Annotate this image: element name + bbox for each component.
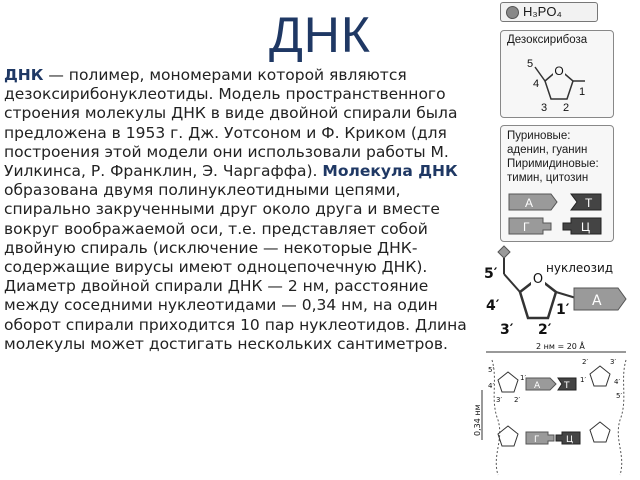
sugar-c3: 3 bbox=[541, 102, 548, 114]
phosphate-legend bbox=[500, 2, 598, 22]
nucleoside-diagram bbox=[480, 244, 640, 340]
svg-text:1′: 1′ bbox=[580, 376, 587, 384]
c2-label: 2′ bbox=[538, 322, 552, 338]
page-title: ДНК bbox=[268, 7, 372, 63]
base-g-label: Г bbox=[523, 220, 530, 234]
structure-text: образована двумя полинуклеотидными цепями, спирально закрученными друг около друга и вместе вокруг воображаемой оси, т.е. представляет собой двойную спираль (исключение — некоторые ДНК-содержащие вирусы имеют одноцепочечную ДНК). Диаметр двойной спирали ДНК — 2 нм, расстояние между соседними нуклеотидами — 0,34 нм, на один оборот спирали приходится 10 пар нуклеотидов. Длина молекулы может достигать нескольких сантиметров. bbox=[4, 181, 467, 353]
base-c-label: Ц bbox=[581, 220, 590, 234]
base-t-label: Т bbox=[585, 196, 593, 210]
svg-text:4′: 4′ bbox=[488, 382, 495, 390]
svg-text:3′: 3′ bbox=[496, 396, 503, 404]
base-a-label: А bbox=[525, 196, 534, 210]
term-dna-molecule: Молекула ДНК bbox=[322, 162, 458, 181]
purines-heading: Пуриновые: bbox=[507, 130, 571, 142]
purines-list: аденин, гуанин bbox=[507, 144, 588, 156]
svg-text:2′: 2′ bbox=[582, 358, 589, 366]
svg-text:5′: 5′ bbox=[616, 392, 623, 400]
svg-text:4′: 4′ bbox=[614, 378, 621, 386]
diameter-label: 2 нм = 20 Å bbox=[536, 342, 585, 351]
svg-text:3′: 3′ bbox=[610, 358, 617, 366]
definition-text: — полимер, мономерами которой являются дезоксирибонуклеотиды. Модель пространственного строения молекулы ДНК в виде двойной спирали была предложена в 1953 г. Дж. Уотсоном и Ф. Криком (для построения этой модели они использовали работы М. Уилкинса, Р. Франклин, Э. Чаргаффа). bbox=[4, 66, 458, 181]
deoxyribose-ring-icon bbox=[501, 31, 613, 117]
nucleoside-o: O bbox=[532, 272, 544, 287]
nucleoside-label: нуклеозид bbox=[546, 261, 614, 275]
pair2-right: Ц bbox=[566, 435, 573, 445]
c4-label: 4′ bbox=[486, 298, 500, 314]
pitch-label: 0,34 нм bbox=[473, 404, 482, 436]
pyrimidines-list: тимин, цитозин bbox=[507, 172, 589, 184]
pair1-right: Т bbox=[564, 381, 570, 391]
pair1-left: А bbox=[534, 381, 541, 391]
body-paragraph bbox=[4, 66, 474, 354]
base-shapes bbox=[501, 126, 613, 241]
svg-text:2′: 2′ bbox=[514, 396, 521, 404]
deoxyribose-caption: Дезоксирибоза bbox=[507, 34, 588, 46]
bases-legend bbox=[500, 125, 614, 242]
sugar-c1: 1 bbox=[579, 86, 586, 98]
c3-label: 3′ bbox=[500, 322, 514, 338]
nucleoside-base: А bbox=[592, 293, 602, 309]
double-helix-diagram bbox=[473, 340, 640, 480]
svg-text:1′: 1′ bbox=[520, 374, 527, 382]
pair2-left: Г bbox=[534, 435, 540, 445]
svg-text:5′: 5′ bbox=[488, 366, 495, 374]
c1-label: 1′ bbox=[556, 302, 570, 318]
phosphate-circle-icon bbox=[506, 6, 519, 19]
c5-label: 5′ bbox=[484, 266, 498, 282]
pyrimidines-heading: Пиримидиновые: bbox=[507, 158, 599, 170]
phosphate-label: H₃PO₄ bbox=[523, 4, 562, 19]
sugar-c5: 5 bbox=[527, 58, 534, 70]
deoxyribose-legend bbox=[500, 30, 614, 118]
sugar-c2: 2 bbox=[563, 102, 570, 114]
sugar-o: O bbox=[554, 64, 564, 78]
term-dna: ДНК bbox=[4, 66, 44, 84]
sugar-c4: 4 bbox=[533, 78, 540, 90]
